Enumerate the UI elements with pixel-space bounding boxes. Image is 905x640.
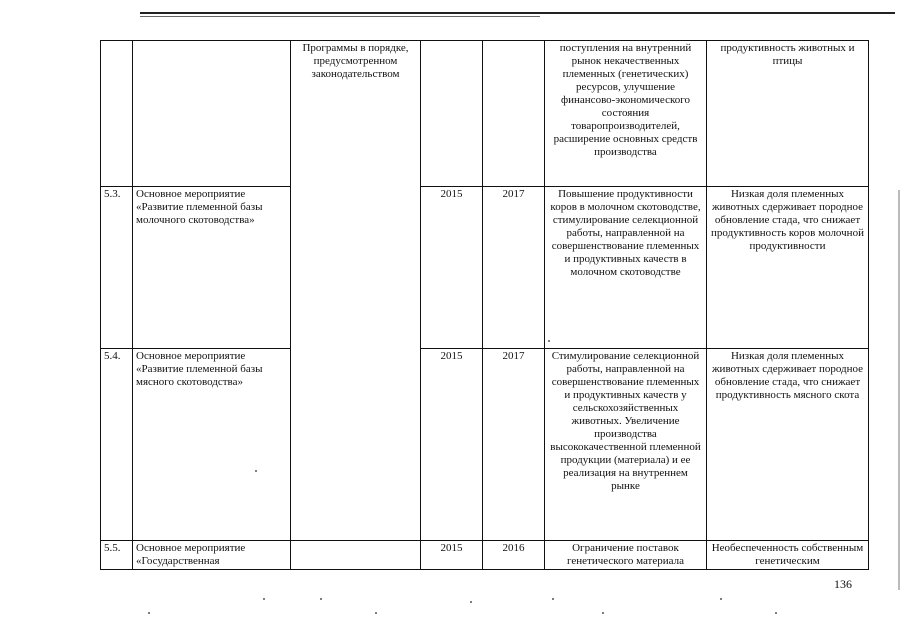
cell-num: 5.3.: [101, 187, 133, 349]
cell-name: [133, 41, 291, 187]
cell-num: [101, 41, 133, 187]
cell-name: Основное мероприятие «Развитие племенной базы молочного скотоводства»: [133, 187, 291, 349]
cell-expected-result: поступления на внутренний рынок некачественных племенных (генетических) ресурсов, улучшение финансово-экономического состояния товаропроизводителей, расширение основных средств производства: [545, 41, 707, 187]
scan-line-top: [140, 12, 895, 14]
cell-consequences: Низкая доля племенных животных сдерживает породное обновление стада, что снижает продуктивность коров молочной продуктивности: [707, 187, 869, 349]
cell-executor: [291, 541, 421, 570]
page-number: 136: [834, 577, 852, 591]
cell-start-year: [421, 41, 483, 187]
cell-end-year: [483, 41, 545, 187]
cell-start-year: 2015: [421, 349, 483, 541]
scan-line-top-thin: [140, 16, 540, 17]
scan-line-right: [898, 190, 900, 590]
cell-end-year: 2017: [483, 349, 545, 541]
cell-start-year: 2015: [421, 541, 483, 570]
table-row: [101, 541, 869, 570]
cell-end-year: 2017: [483, 187, 545, 349]
scan-dot: [148, 612, 150, 614]
table-row: [101, 41, 869, 187]
scan-dot: [775, 612, 777, 614]
cell-expected-result: Ограничение поставок генетического материала: [545, 541, 707, 570]
measures-table: [100, 40, 869, 570]
cell-name: Основное мероприятие «Государственная: [133, 541, 291, 570]
scan-dot: [552, 598, 554, 600]
cell-num: 5.4.: [101, 349, 133, 541]
cell-consequences: Низкая доля племенных животных сдерживает породное обновление стада, что снижает продуктивность мясного скота: [707, 349, 869, 541]
cell-consequences: Необеспеченность собственным генетическим: [707, 541, 869, 570]
table-row: [101, 349, 869, 541]
cell-end-year: 2016: [483, 541, 545, 570]
cell-expected-result: Стимулирование селекционной работы, направленной на совершенствование племенных и продуктивных качеств у сельскохозяйственных животных. Увеличение производства высококачественной племенной продукции (материала) и ее реализация на внутреннем рынке: [545, 349, 707, 541]
scan-dot: [375, 612, 377, 614]
scan-dot: [602, 612, 604, 614]
scan-dot: [263, 598, 265, 600]
cell-name: Основное мероприятие «Развитие племенной базы мясного скотоводства»: [133, 349, 291, 541]
cell-num: 5.5.: [101, 541, 133, 570]
cell-executor: Программы в порядке, предусмотренном законодательством: [291, 41, 421, 541]
scan-dot: [470, 601, 472, 603]
cell-start-year: 2015: [421, 187, 483, 349]
cell-expected-result: Повышение продуктивности коров в молочном скотоводстве, стимулирование селекционной работы, направленной на совершенствование племенных и продуктивных качеств в молочном скотоводстве: [545, 187, 707, 349]
scan-dot: [320, 598, 322, 600]
cell-consequences: продуктивность животных и птицы: [707, 41, 869, 187]
scan-dot: [720, 598, 722, 600]
table-row: [101, 187, 869, 349]
